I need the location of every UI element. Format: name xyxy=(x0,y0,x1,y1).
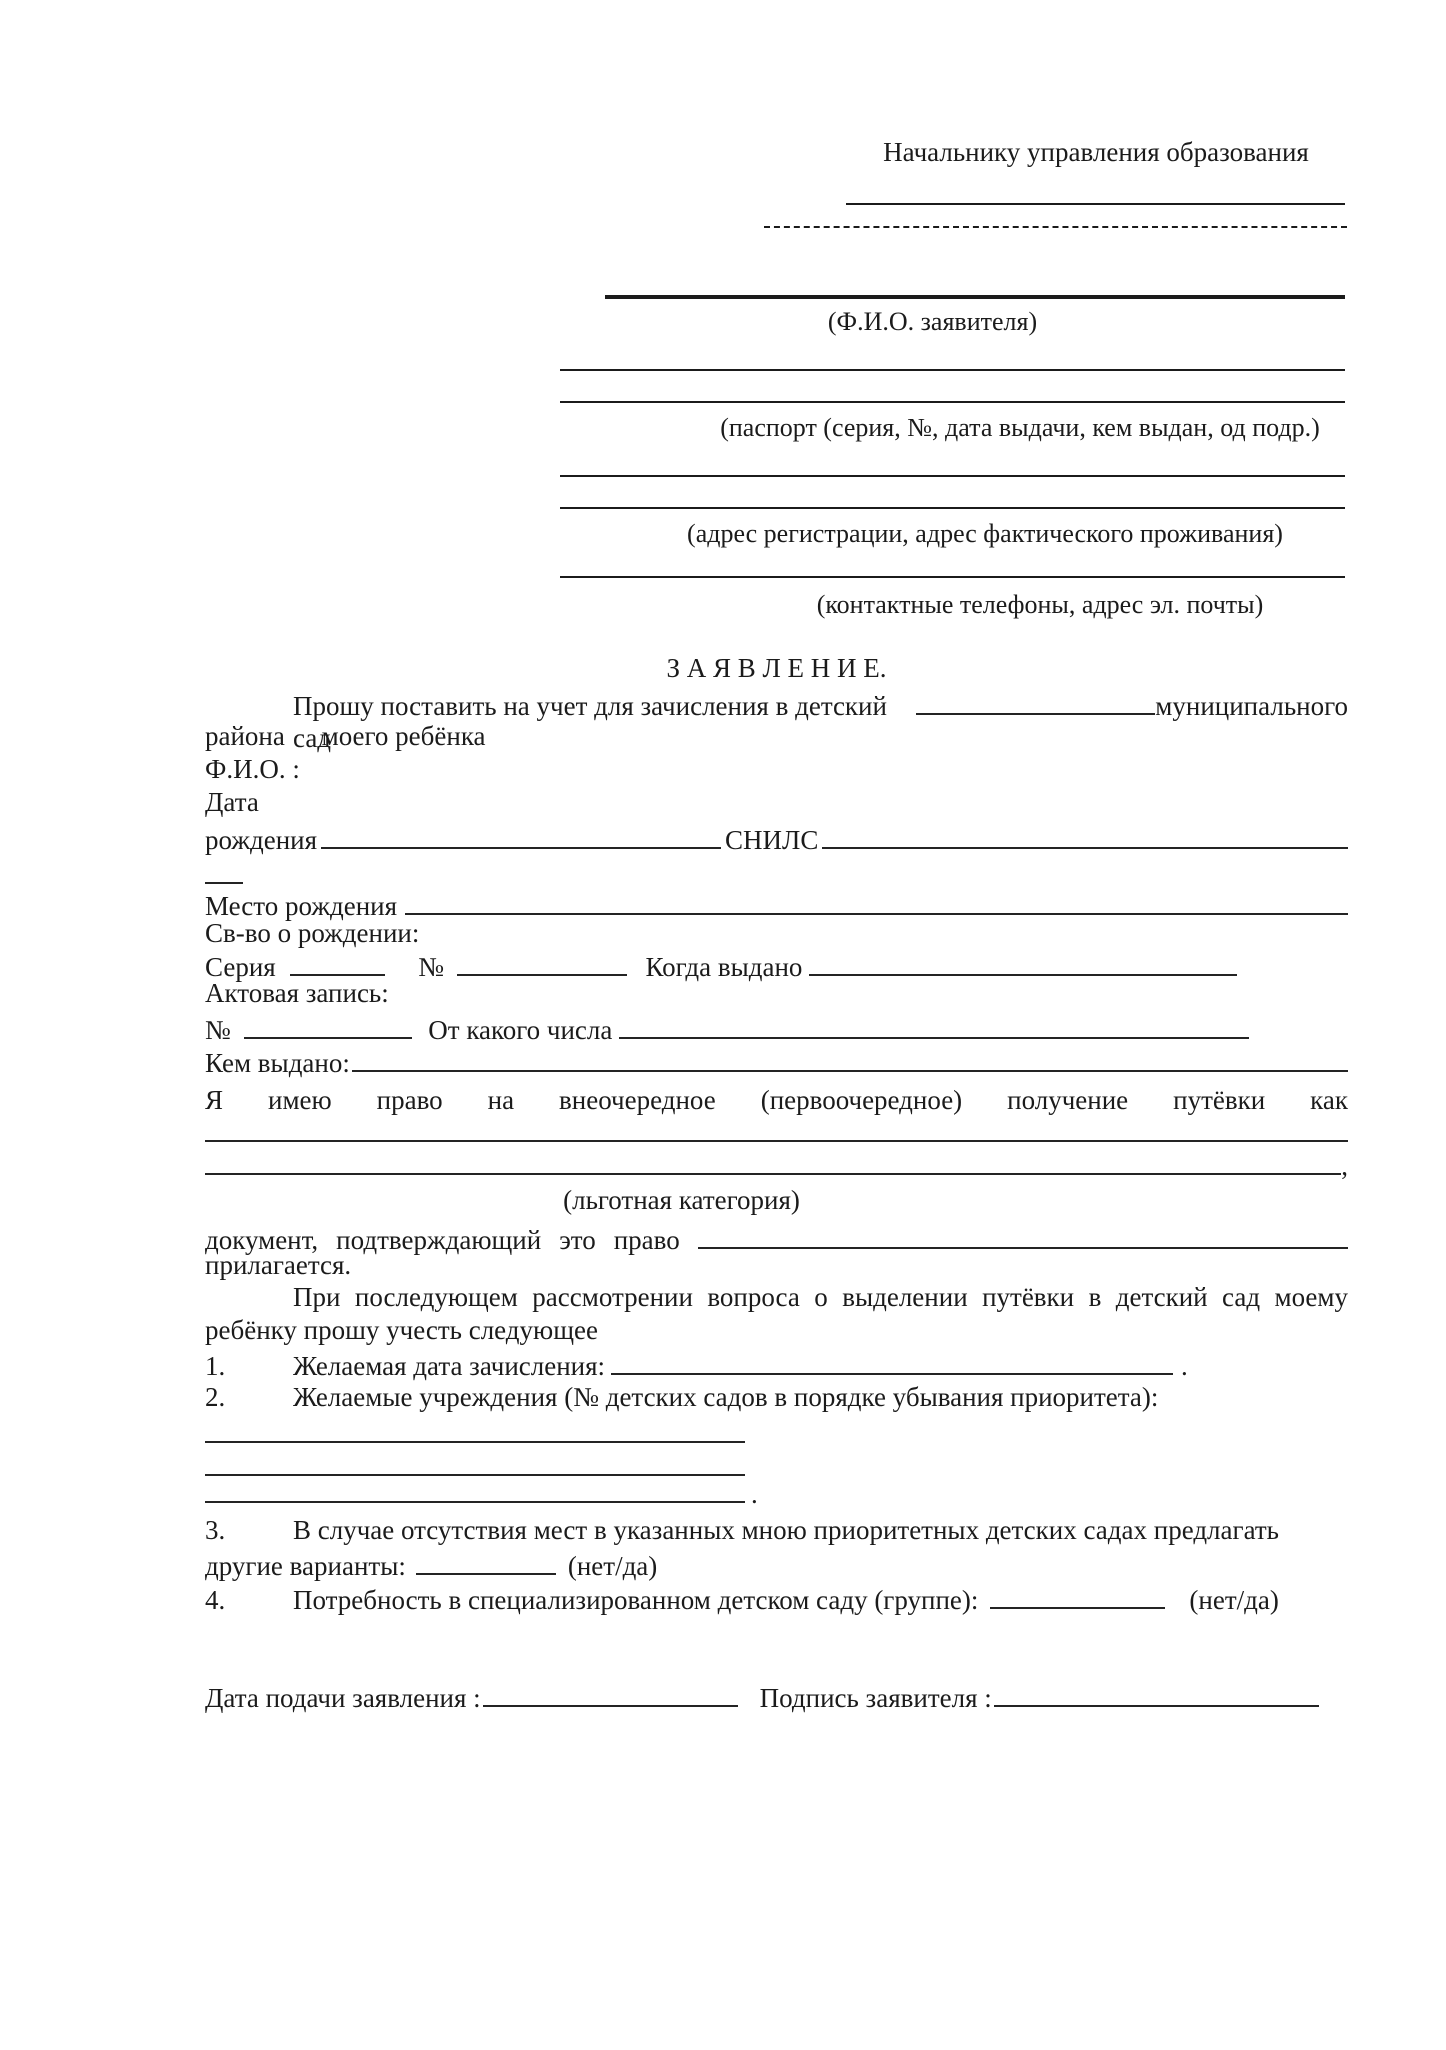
benefit-category-caption: (льготная категория) xyxy=(563,1185,800,1215)
act-number-sign: № xyxy=(205,1015,231,1045)
blank-issued-by xyxy=(352,1044,1348,1072)
item-3-text: В случае отсутствия мест в указанных мною приоритетных детских садах предлагать xyxy=(293,1515,1279,1545)
item-3-text-2: другие варианты: xyxy=(205,1551,406,1581)
birth-snils-line xyxy=(205,821,1348,856)
item-2-text: Желаемые учреждения (№ детских садов в порядке убывания приоритета): xyxy=(293,1382,1159,1412)
item-2-suffix: . xyxy=(751,1479,758,1509)
privilege-blank-row-2 xyxy=(205,1147,1348,1182)
blank-privilege-2 xyxy=(205,1147,1341,1175)
blank-signature xyxy=(994,1679,1319,1707)
blank-submission-date xyxy=(483,1679,738,1707)
addressee-blank-line xyxy=(846,203,1345,205)
attached-line: прилагается. xyxy=(205,1250,352,1280)
blank-act-date xyxy=(619,1011,1249,1039)
footer-line xyxy=(205,1679,1348,1714)
birthplace-label: Место рождения xyxy=(205,891,398,921)
passport-blank-line-2 xyxy=(560,401,1345,403)
blank-institution-1 xyxy=(205,1415,745,1443)
request-paragraph-line-2 xyxy=(205,720,1348,752)
blank-when-issued xyxy=(809,948,1237,976)
blank-snils-continuation xyxy=(205,856,243,884)
item-1 xyxy=(205,1347,1348,1382)
blank-birth-date xyxy=(321,821,721,849)
doc-word-1: документ, xyxy=(205,1225,319,1255)
item-3-line-2 xyxy=(205,1547,1348,1582)
blank-snils xyxy=(822,821,1348,849)
series-label: Серия xyxy=(205,952,276,982)
privilege-blank-row-1 xyxy=(205,1114,1348,1149)
item-1-suffix: . xyxy=(1181,1351,1188,1381)
item-2 xyxy=(205,1381,1348,1413)
act-number-line xyxy=(205,1011,1348,1046)
passport-blank-line-1 xyxy=(560,369,1345,371)
applicant-name-caption: (Ф.И.О. заявителя) xyxy=(827,307,1038,336)
document-title: З А Я В Л Е Н И Е. xyxy=(666,653,887,683)
snils-word: СНИЛС xyxy=(725,825,819,855)
item-2-blank-row-3 xyxy=(205,1475,1348,1510)
series-number-sign: № xyxy=(418,952,444,982)
item-4-text: Потребность в специализированном детском саду (группе): xyxy=(293,1585,979,1615)
doc-word-2: подтверждающий xyxy=(336,1225,542,1255)
item-3-option: (нет/да) xyxy=(567,1551,658,1581)
from-date-label: От какого числа xyxy=(428,1015,613,1045)
privilege-comma: , xyxy=(1341,1151,1348,1181)
birth-certificate-label: Св-во о рождении: xyxy=(205,918,420,948)
birth-date-word: Дата xyxy=(205,787,259,817)
request-text-part1: Прошу поставить на учет для зачисления в детский сад xyxy=(293,691,887,753)
item-1-number: 1. xyxy=(205,1351,226,1381)
when-issued-label: Когда выдано xyxy=(645,952,803,982)
passport-caption: (паспорт (серия, №, дата выдачи, кем выдан, од подр.) xyxy=(720,413,1320,442)
blank-cert-number xyxy=(457,948,627,976)
act-record-label: Актовая запись: xyxy=(205,978,389,1008)
doc-word-4: право xyxy=(613,1225,680,1255)
item-2-blank-row-1 xyxy=(205,1415,1348,1450)
blank-kindergarten-number xyxy=(916,687,1155,715)
item-3-number: 3. xyxy=(205,1515,226,1545)
item-4 xyxy=(205,1581,1348,1616)
applicant-name-line xyxy=(605,295,1345,299)
addressee-dashed-line xyxy=(764,226,1347,228)
consider-line-2: ребёнку прошу учесть следующее xyxy=(205,1315,598,1345)
blank-privilege-1 xyxy=(205,1114,1348,1142)
child-fio-label: Ф.И.О. : xyxy=(205,754,300,784)
blank-confirming-document xyxy=(698,1221,1348,1249)
privilege-line: Я имею право на внеочередное (первоочередное) получение путёвки как xyxy=(205,1085,1348,1115)
contacts-blank-line xyxy=(560,576,1345,578)
request-text-part2: муниципального xyxy=(1155,691,1348,721)
blank-act-number xyxy=(244,1011,412,1039)
item-1-text: Желаемая дата зачисления: xyxy=(293,1351,606,1381)
blank-institution-3 xyxy=(205,1475,745,1503)
item-4-option: (нет/да) xyxy=(1189,1585,1279,1615)
signature-label: Подпись заявителя : xyxy=(759,1683,992,1713)
addressee-line: Начальнику управления образования xyxy=(883,137,1309,167)
issued-by-line xyxy=(205,1044,1348,1079)
address-caption: (адрес регистрации, адрес фактического проживания) xyxy=(687,519,1283,548)
item-2-number: 2. xyxy=(205,1382,226,1412)
snils-continuation-line xyxy=(205,856,1348,891)
doc-word-3: это xyxy=(559,1225,596,1255)
birth-word: рождения xyxy=(205,825,318,855)
blank-other-variants xyxy=(416,1547,556,1575)
blank-institution-2 xyxy=(205,1448,745,1476)
rayona-word: района xyxy=(205,721,285,751)
address-blank-line-1 xyxy=(560,475,1345,477)
submission-date-label: Дата подачи заявления : xyxy=(205,1683,481,1713)
blank-birthplace xyxy=(405,887,1348,915)
item-3 xyxy=(205,1514,1348,1546)
issued-by-label: Кем выдано: xyxy=(205,1048,350,1078)
item-4-number: 4. xyxy=(205,1585,226,1615)
blank-desired-date xyxy=(611,1347,1173,1375)
rebenka-phrase: моего ребёнка xyxy=(321,721,486,751)
blank-series xyxy=(290,948,385,976)
contacts-caption: (контактные телефоны, адрес эл. почты) xyxy=(816,590,1264,619)
address-blank-line-2 xyxy=(560,507,1345,509)
blank-special-need xyxy=(990,1581,1165,1609)
consider-line-1: При последующем рассмотрении вопроса о выделении путёвки в детский сад моему xyxy=(293,1282,1348,1312)
